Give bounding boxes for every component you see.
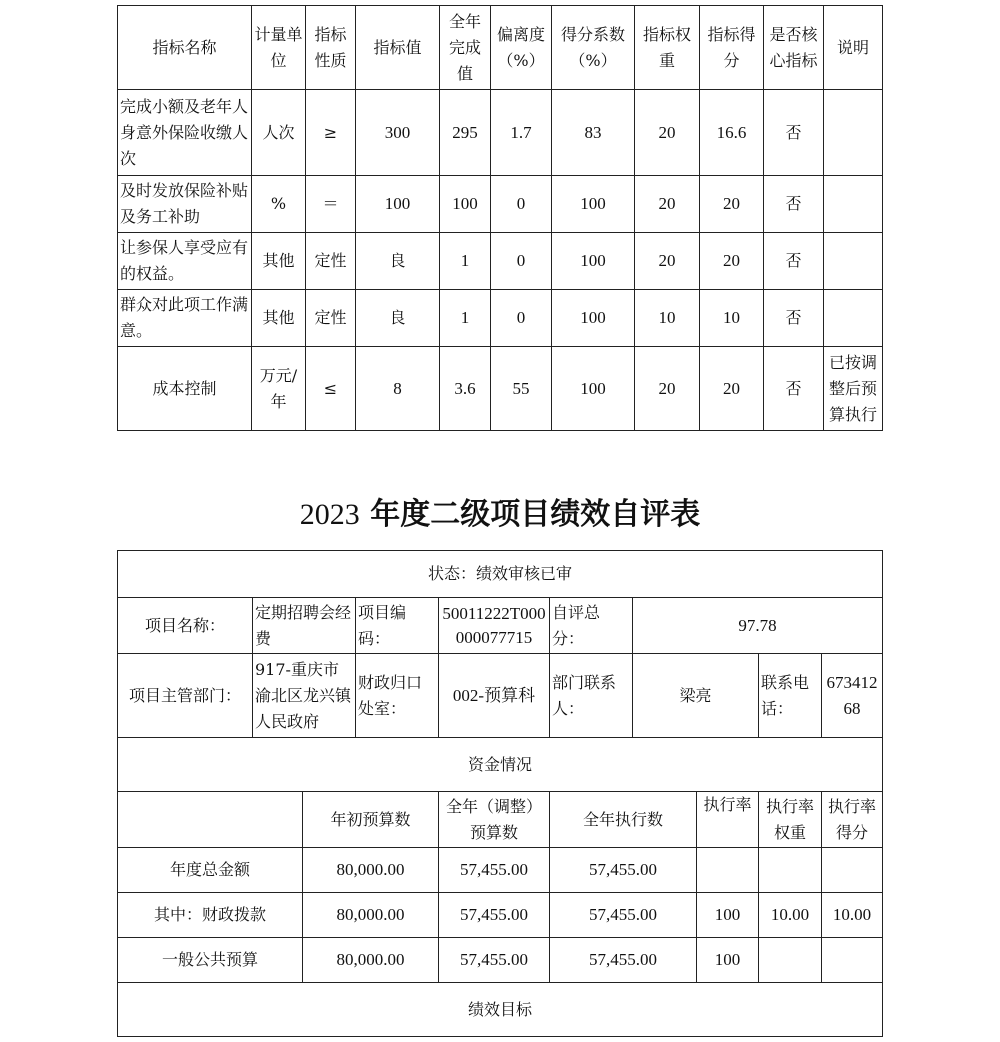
execution-rate: 100 — [697, 893, 759, 938]
goals-title-row — [118, 983, 883, 1037]
coefficient-cell: 100 — [552, 176, 635, 233]
target-cell: 良 — [356, 290, 440, 347]
rate-weight — [759, 848, 822, 893]
initial-budget: 80,000.00 — [303, 893, 439, 938]
score-cell: 20 — [700, 176, 764, 233]
table-row — [118, 233, 883, 290]
indicator-name: 完成小额及老年人身意外保险收缴人次 — [118, 90, 252, 176]
contact-value: 梁亮 — [633, 654, 759, 738]
header-cell: 计量单位 — [252, 6, 306, 90]
initial-budget: 80,000.00 — [303, 848, 439, 893]
core-cell: 否 — [764, 233, 824, 290]
coefficient-cell: 83 — [552, 90, 635, 176]
table-row — [118, 290, 883, 347]
core-cell: 否 — [764, 90, 824, 176]
rate-score: 10.00 — [822, 893, 883, 938]
funds-header-cell: 执行率权重 — [759, 792, 822, 848]
target-cell: 8 — [356, 347, 440, 431]
finance-label: 财政归口处室： — [356, 654, 439, 738]
self-score-label: 自评总分： — [550, 598, 633, 654]
dept-value: 917-重庆市渝北区龙兴镇人民政府 — [253, 654, 356, 738]
deviation-cell: 0 — [491, 176, 552, 233]
table-row — [118, 90, 883, 176]
score-cell: 16.6 — [700, 90, 764, 176]
weight-cell: 20 — [635, 176, 700, 233]
funds-header-row — [118, 792, 883, 848]
score-cell: 10 — [700, 290, 764, 347]
self-evaluation-table — [117, 550, 883, 1037]
project-name-label: 项目名称： — [118, 598, 253, 654]
nature-cell: 定性 — [306, 233, 356, 290]
header-cell: 指标权重 — [635, 6, 700, 90]
actual-cell: 295 — [440, 90, 491, 176]
execution-rate — [697, 848, 759, 893]
funds-title-row — [118, 738, 883, 792]
header-cell: 是否核心指标 — [764, 6, 824, 90]
title-year: 2023 — [299, 498, 360, 531]
table-row — [118, 893, 883, 938]
header-cell: 指标值 — [356, 6, 440, 90]
core-cell: 否 — [764, 176, 824, 233]
table-row — [118, 938, 883, 983]
department-row — [118, 654, 883, 738]
project-code: 50011222T000000077715 — [439, 598, 550, 654]
header-cell: 指标得分 — [700, 6, 764, 90]
indicator-header-row — [118, 6, 883, 90]
funds-title: 资金情况 — [118, 738, 883, 792]
unit-cell: 人次 — [252, 90, 306, 176]
indicator-name: 成本控制 — [118, 347, 252, 431]
header-cell: 全年完成值 — [440, 6, 491, 90]
unit-cell: 万元/年 — [252, 347, 306, 431]
funds-header-cell: 执行率 — [697, 792, 759, 848]
document-title — [0, 493, 1000, 537]
unit-cell: 其他 — [252, 233, 306, 290]
header-cell: 说明 — [824, 6, 883, 90]
rate-weight — [759, 938, 822, 983]
funds-row-label: 其中：财政拨款 — [118, 893, 303, 938]
table-row — [118, 848, 883, 893]
note-cell — [824, 90, 883, 176]
adjusted-budget: 57,455.00 — [439, 938, 550, 983]
nature-cell: ≥ — [306, 90, 356, 176]
project-name: 定期招聘会经费 — [253, 598, 356, 654]
table-row — [118, 176, 883, 233]
phone-label: 联系电话： — [759, 654, 822, 738]
score-cell: 20 — [700, 233, 764, 290]
rate-score — [822, 938, 883, 983]
indicator-name: 群众对此项工作满意。 — [118, 290, 252, 347]
adjusted-budget: 57,455.00 — [439, 848, 550, 893]
unit-cell: 其他 — [252, 290, 306, 347]
project-code-label: 项目编码： — [356, 598, 439, 654]
funds-header-cell: 全年执行数 — [550, 792, 697, 848]
funds-header-cell: 全年（调整）预算数 — [439, 792, 550, 848]
target-cell: 100 — [356, 176, 440, 233]
actual-cell: 100 — [440, 176, 491, 233]
core-cell: 否 — [764, 290, 824, 347]
coefficient-cell: 100 — [552, 233, 635, 290]
note-cell — [824, 233, 883, 290]
deviation-cell: 1.7 — [491, 90, 552, 176]
status-row — [118, 551, 883, 598]
deviation-cell: 0 — [491, 290, 552, 347]
header-cell: 指标名称 — [118, 6, 252, 90]
nature-cell: ≤ — [306, 347, 356, 431]
adjusted-budget: 57,455.00 — [439, 893, 550, 938]
funds-header-cell: 年初预算数 — [303, 792, 439, 848]
dept-label: 项目主管部门： — [118, 654, 253, 738]
indicator-table — [117, 5, 883, 431]
funds-header-cell: 执行率得分 — [822, 792, 883, 848]
table-row — [118, 347, 883, 431]
indicator-name: 让参保人享受应有的权益。 — [118, 233, 252, 290]
actual-cell: 3.6 — [440, 347, 491, 431]
weight-cell: 10 — [635, 290, 700, 347]
actual-cell: 1 — [440, 290, 491, 347]
executed-amount: 57,455.00 — [550, 938, 697, 983]
score-cell: 20 — [700, 347, 764, 431]
executed-amount: 57,455.00 — [550, 893, 697, 938]
rate-score — [822, 848, 883, 893]
contact-label: 部门联系人： — [550, 654, 633, 738]
note-cell: 已按调整后预算执行 — [824, 347, 883, 431]
project-info-row — [118, 598, 883, 654]
header-cell: 指标性质 — [306, 6, 356, 90]
funds-row-label: 年度总金额 — [118, 848, 303, 893]
coefficient-cell: 100 — [552, 290, 635, 347]
executed-amount: 57,455.00 — [550, 848, 697, 893]
deviation-cell: 55 — [491, 347, 552, 431]
goals-title: 绩效目标 — [118, 983, 883, 1037]
note-cell — [824, 290, 883, 347]
title-text: 年度二级项目绩效自评表 — [370, 497, 701, 532]
unit-cell: % — [252, 176, 306, 233]
nature-cell: ＝ — [306, 176, 356, 233]
funds-header-cell — [118, 792, 303, 848]
indicator-name: 及时发放保险补贴及务工补助 — [118, 176, 252, 233]
nature-cell: 定性 — [306, 290, 356, 347]
phone-value: 67341268 — [822, 654, 883, 738]
note-cell — [824, 176, 883, 233]
weight-cell: 20 — [635, 90, 700, 176]
status-text: 状态：绩效审核已审 — [118, 551, 883, 598]
header-cell: 得分系数（%） — [552, 6, 635, 90]
funds-row-label: 一般公共预算 — [118, 938, 303, 983]
header-cell: 偏离度（%） — [491, 6, 552, 90]
actual-cell: 1 — [440, 233, 491, 290]
core-cell: 否 — [764, 347, 824, 431]
self-score: 97.78 — [633, 598, 883, 654]
target-cell: 300 — [356, 90, 440, 176]
initial-budget: 80,000.00 — [303, 938, 439, 983]
weight-cell: 20 — [635, 347, 700, 431]
weight-cell: 20 — [635, 233, 700, 290]
target-cell: 良 — [356, 233, 440, 290]
execution-rate: 100 — [697, 938, 759, 983]
finance-value: 002-预算科 — [439, 654, 550, 738]
rate-weight: 10.00 — [759, 893, 822, 938]
coefficient-cell: 100 — [552, 347, 635, 431]
deviation-cell: 0 — [491, 233, 552, 290]
